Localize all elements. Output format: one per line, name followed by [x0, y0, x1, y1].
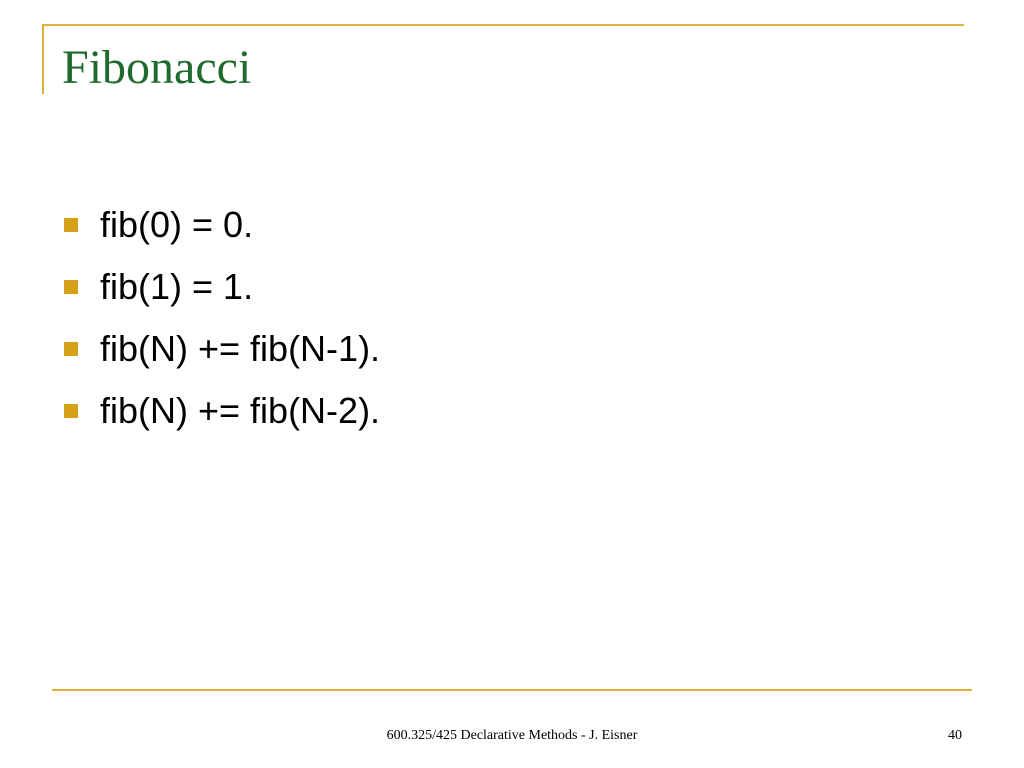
square-bullet-icon	[64, 218, 78, 232]
square-bullet-icon	[64, 404, 78, 418]
square-bullet-icon	[64, 280, 78, 294]
bullet-item	[64, 194, 380, 256]
slide-title: Fibonacci	[62, 41, 252, 94]
bullet-text: fib(N) += fib(N-2).	[100, 390, 381, 431]
bullet-text: fib(1) = 1.	[100, 266, 254, 307]
bullet-text: fib(N) += fib(N-1).	[100, 328, 381, 369]
square-bullet-icon	[64, 342, 78, 356]
bullet-text: fib(0) = 0.	[100, 204, 254, 245]
page-number: 40	[948, 728, 962, 743]
footer-accent-rule	[52, 689, 972, 691]
bullet-list	[64, 194, 380, 442]
bullet-item	[64, 318, 380, 380]
bullet-item	[64, 380, 380, 442]
slide-footer: 600.325/425 Declarative Methods - J. Eisner	[386, 728, 638, 743]
left-accent-rule	[42, 24, 44, 94]
top-accent-rule	[42, 24, 964, 26]
bullet-item	[64, 256, 380, 318]
